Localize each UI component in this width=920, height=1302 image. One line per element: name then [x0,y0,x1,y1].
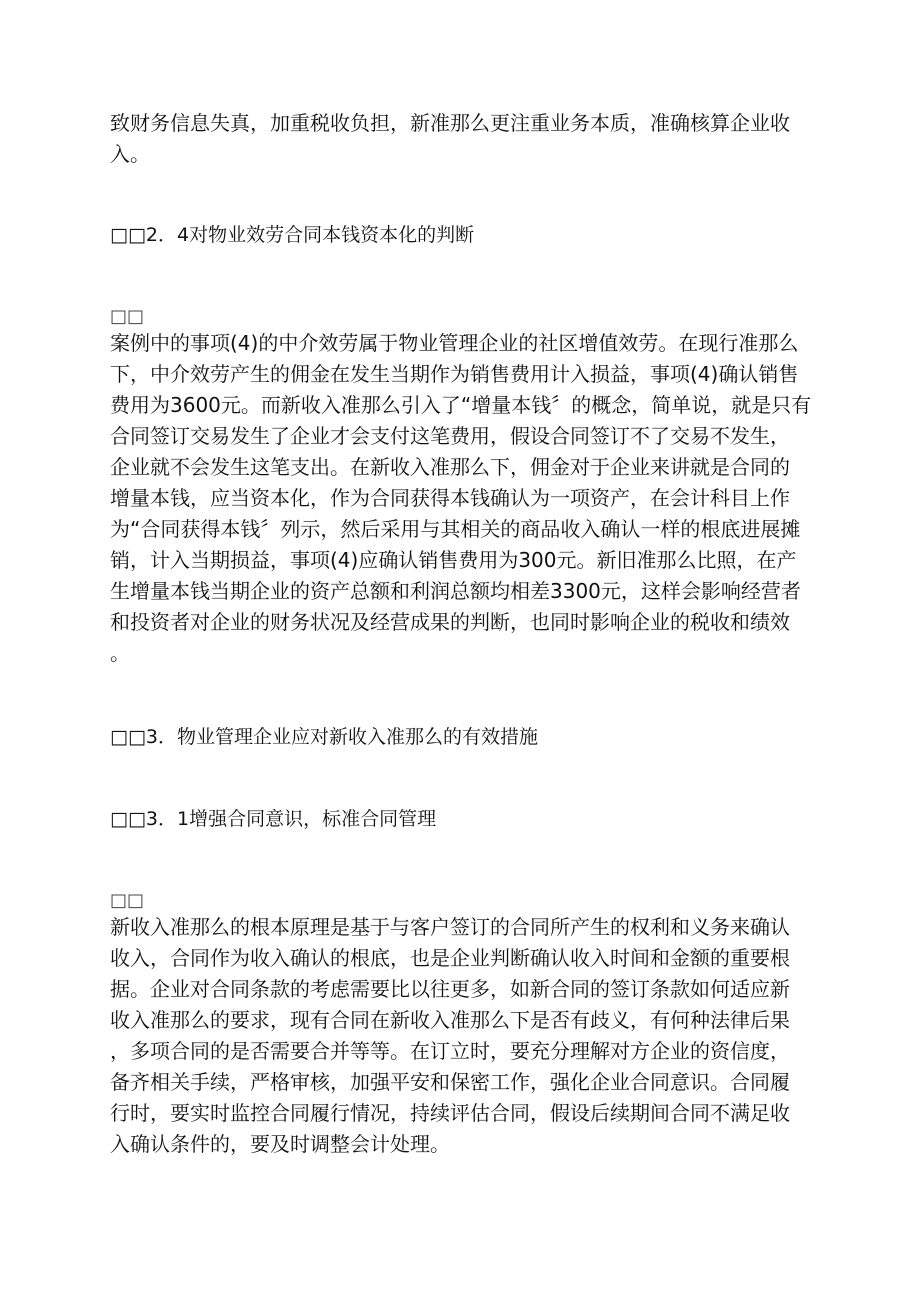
paragraph-line: 入确认条件的，要及时调整会计处理。 [110,1132,450,1156]
paragraph-line: 收入准那么的要求，现有合同在新收入准那么下是否有歧义，有何种法律后果 [110,1008,790,1032]
paragraph-line: 致财务信息失真，加重税收负担，新准那么更注重业务本质，准确核算企业收 [110,111,790,135]
paragraph-line: ，多项合同的是否需要合并等等。在订立时，要充分理解对方企业的资信度， [110,1039,790,1063]
paragraph-line: 入。 [110,142,150,166]
case-paragraph [110,328,810,669]
section-heading-3-1: □□3．1增强合同意识，标准合同管理 [110,808,437,830]
paragraph-line: 生增量本钱当期企业的资产总额和利润总额均相差3300元，这样会影响经营者 [110,579,801,603]
paragraph-line: 费用为3600元。而新收入准那么引入了“增量本钱〞的概念，简单说，就是只有 [110,393,812,417]
paragraph-line: 。 [110,641,130,665]
paragraph-line: 增量本钱，应当资本化，作为合同获得本钱确认为一项资产，在会计科目上作 [110,486,790,510]
intro-paragraph [110,108,810,170]
paragraph-line: 为“合同获得本钱〞列示，然后采用与其相关的商品收入确认一样的根底进展摊 [110,517,801,541]
paragraph-line: 据。企业对合同条款的考虑需要比以往更多，如新合同的签订条款如何适应新 [110,977,790,1001]
paragraph-line: 备齐相关手续，严格审核，加强平安和保密工作，强化企业合同意识。合同履 [110,1070,790,1094]
placeholder-marker: □□ [110,306,145,327]
paragraph-line: 行时，要实时监控合同履行情况，持续评估合同，假设后续期间合同不满足收 [110,1101,790,1125]
section-heading-3: □□3．物业管理企业应对新收入准那么的有效措施 [110,726,538,748]
placeholder-marker: □□ [110,890,145,911]
paragraph-line: 收入，合同作为收入确认的根底，也是企业判断确认收入时间和金额的重要根 [110,946,790,970]
contract-paragraph [110,912,810,1160]
paragraph-line: 新收入准那么的根本原理是基于与客户签订的合同所产生的权利和义务来确认 [110,915,790,939]
paragraph-line: 合同签订交易发生了企业才会支付这笔费用，假设合同签订不了交易不发生， [110,424,790,448]
paragraph-line: 和投资者对企业的财务状况及经营成果的判断，也同时影响企业的税收和绩效 [110,610,790,634]
paragraph-line: 企业就不会发生这笔支出。在新收入准那么下，佣金对于企业来讲就是合同的 [110,455,790,479]
paragraph-line: 销，计入当期损益，事项(4)应确认销售费用为300元。新旧准那么比照，在产 [110,548,797,572]
paragraph-line: 案例中的事项(4)的中介效劳属于物业管理企业的社区增值效劳。在现行准那么 [110,331,799,355]
paragraph-line: 下，中介效劳产生的佣金在发生当期作为销售费用计入损益，事项(4)确认销售 [110,362,799,386]
section-heading-2-4: □□2．4对物业效劳合同本钱资本化的判断 [110,224,475,246]
